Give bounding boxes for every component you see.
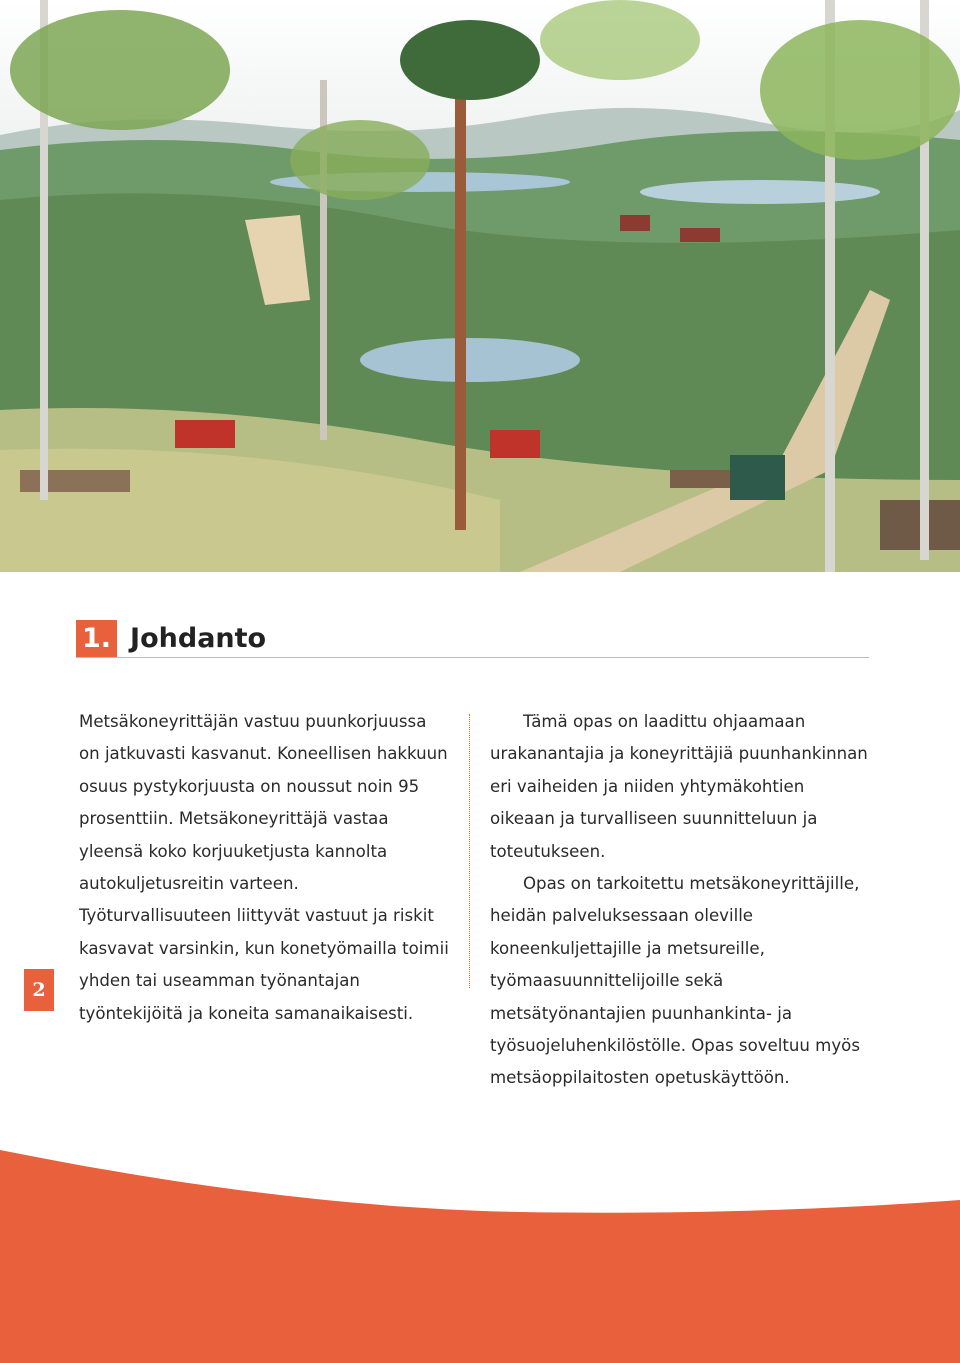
timber-pile xyxy=(20,470,130,492)
forest-harvesting-illustration xyxy=(0,0,960,572)
timber-truck xyxy=(730,455,785,500)
pine-trunk xyxy=(455,40,466,530)
forwarder-machine xyxy=(490,430,540,458)
chapter-title: Johdanto xyxy=(130,623,267,654)
birch-foliage xyxy=(290,120,430,200)
footer-wave xyxy=(0,1140,960,1363)
birch-foliage xyxy=(10,10,230,130)
birch-foliage xyxy=(540,0,700,80)
farm-building xyxy=(680,228,720,242)
heading-rule xyxy=(76,657,869,658)
far-lake-right xyxy=(640,180,880,204)
left-column xyxy=(79,706,451,1030)
pine-crown xyxy=(400,20,540,100)
middle-lake xyxy=(360,338,580,382)
paragraph: Opas on tarkoitettu metsäkoneyrittäjille, heidän palveluksessaan oleville koneenkuljettajille ja metsureille, työmaasuunnittelijoille sekä metsätyönantajien puunhankinta- ja työsuojeluhenkilöstölle. Opas soveltuu myös metsäoppilaitosten opetuskäyttöön. xyxy=(490,874,860,1088)
chapter-heading xyxy=(76,620,266,657)
farm-building xyxy=(620,215,650,231)
harvester-machine xyxy=(175,420,235,448)
chapter-number: 1. xyxy=(76,620,117,657)
paragraph: Metsäkoneyrittäjän vastuu puunkorjuussa on jatkuvasti kasvanut. Koneellisen hakkuun osuus pystykorjuusta on noussut noin 95 prosenttiin. Metsäkoneyrittäjä vastaa yleensä koko korjuuketjusta kannolta autokuljetusreitin varteen. Työturvallisuuteen liittyvät vastuut ja riskit kasvavat varsinkin, kun konetyömailla toimii yhden tai useamman työnantajan työntekijöitä ja koneita samanaikaisesti. xyxy=(79,712,449,1023)
paragraph: Tämä opas on laadittu ohjaamaan urakanantajia ja koneyrittäjiä puunhankinnan eri vaiheiden ja niiden yhtymäkohtien oikeaan ja turvalliseen suunnitteluun ja toteutukseen. xyxy=(490,712,868,861)
column-divider xyxy=(469,714,470,988)
birch-foliage xyxy=(760,20,960,160)
right-column xyxy=(490,706,870,1095)
page-number: 2 xyxy=(24,969,54,1011)
timber-pile xyxy=(670,470,730,488)
